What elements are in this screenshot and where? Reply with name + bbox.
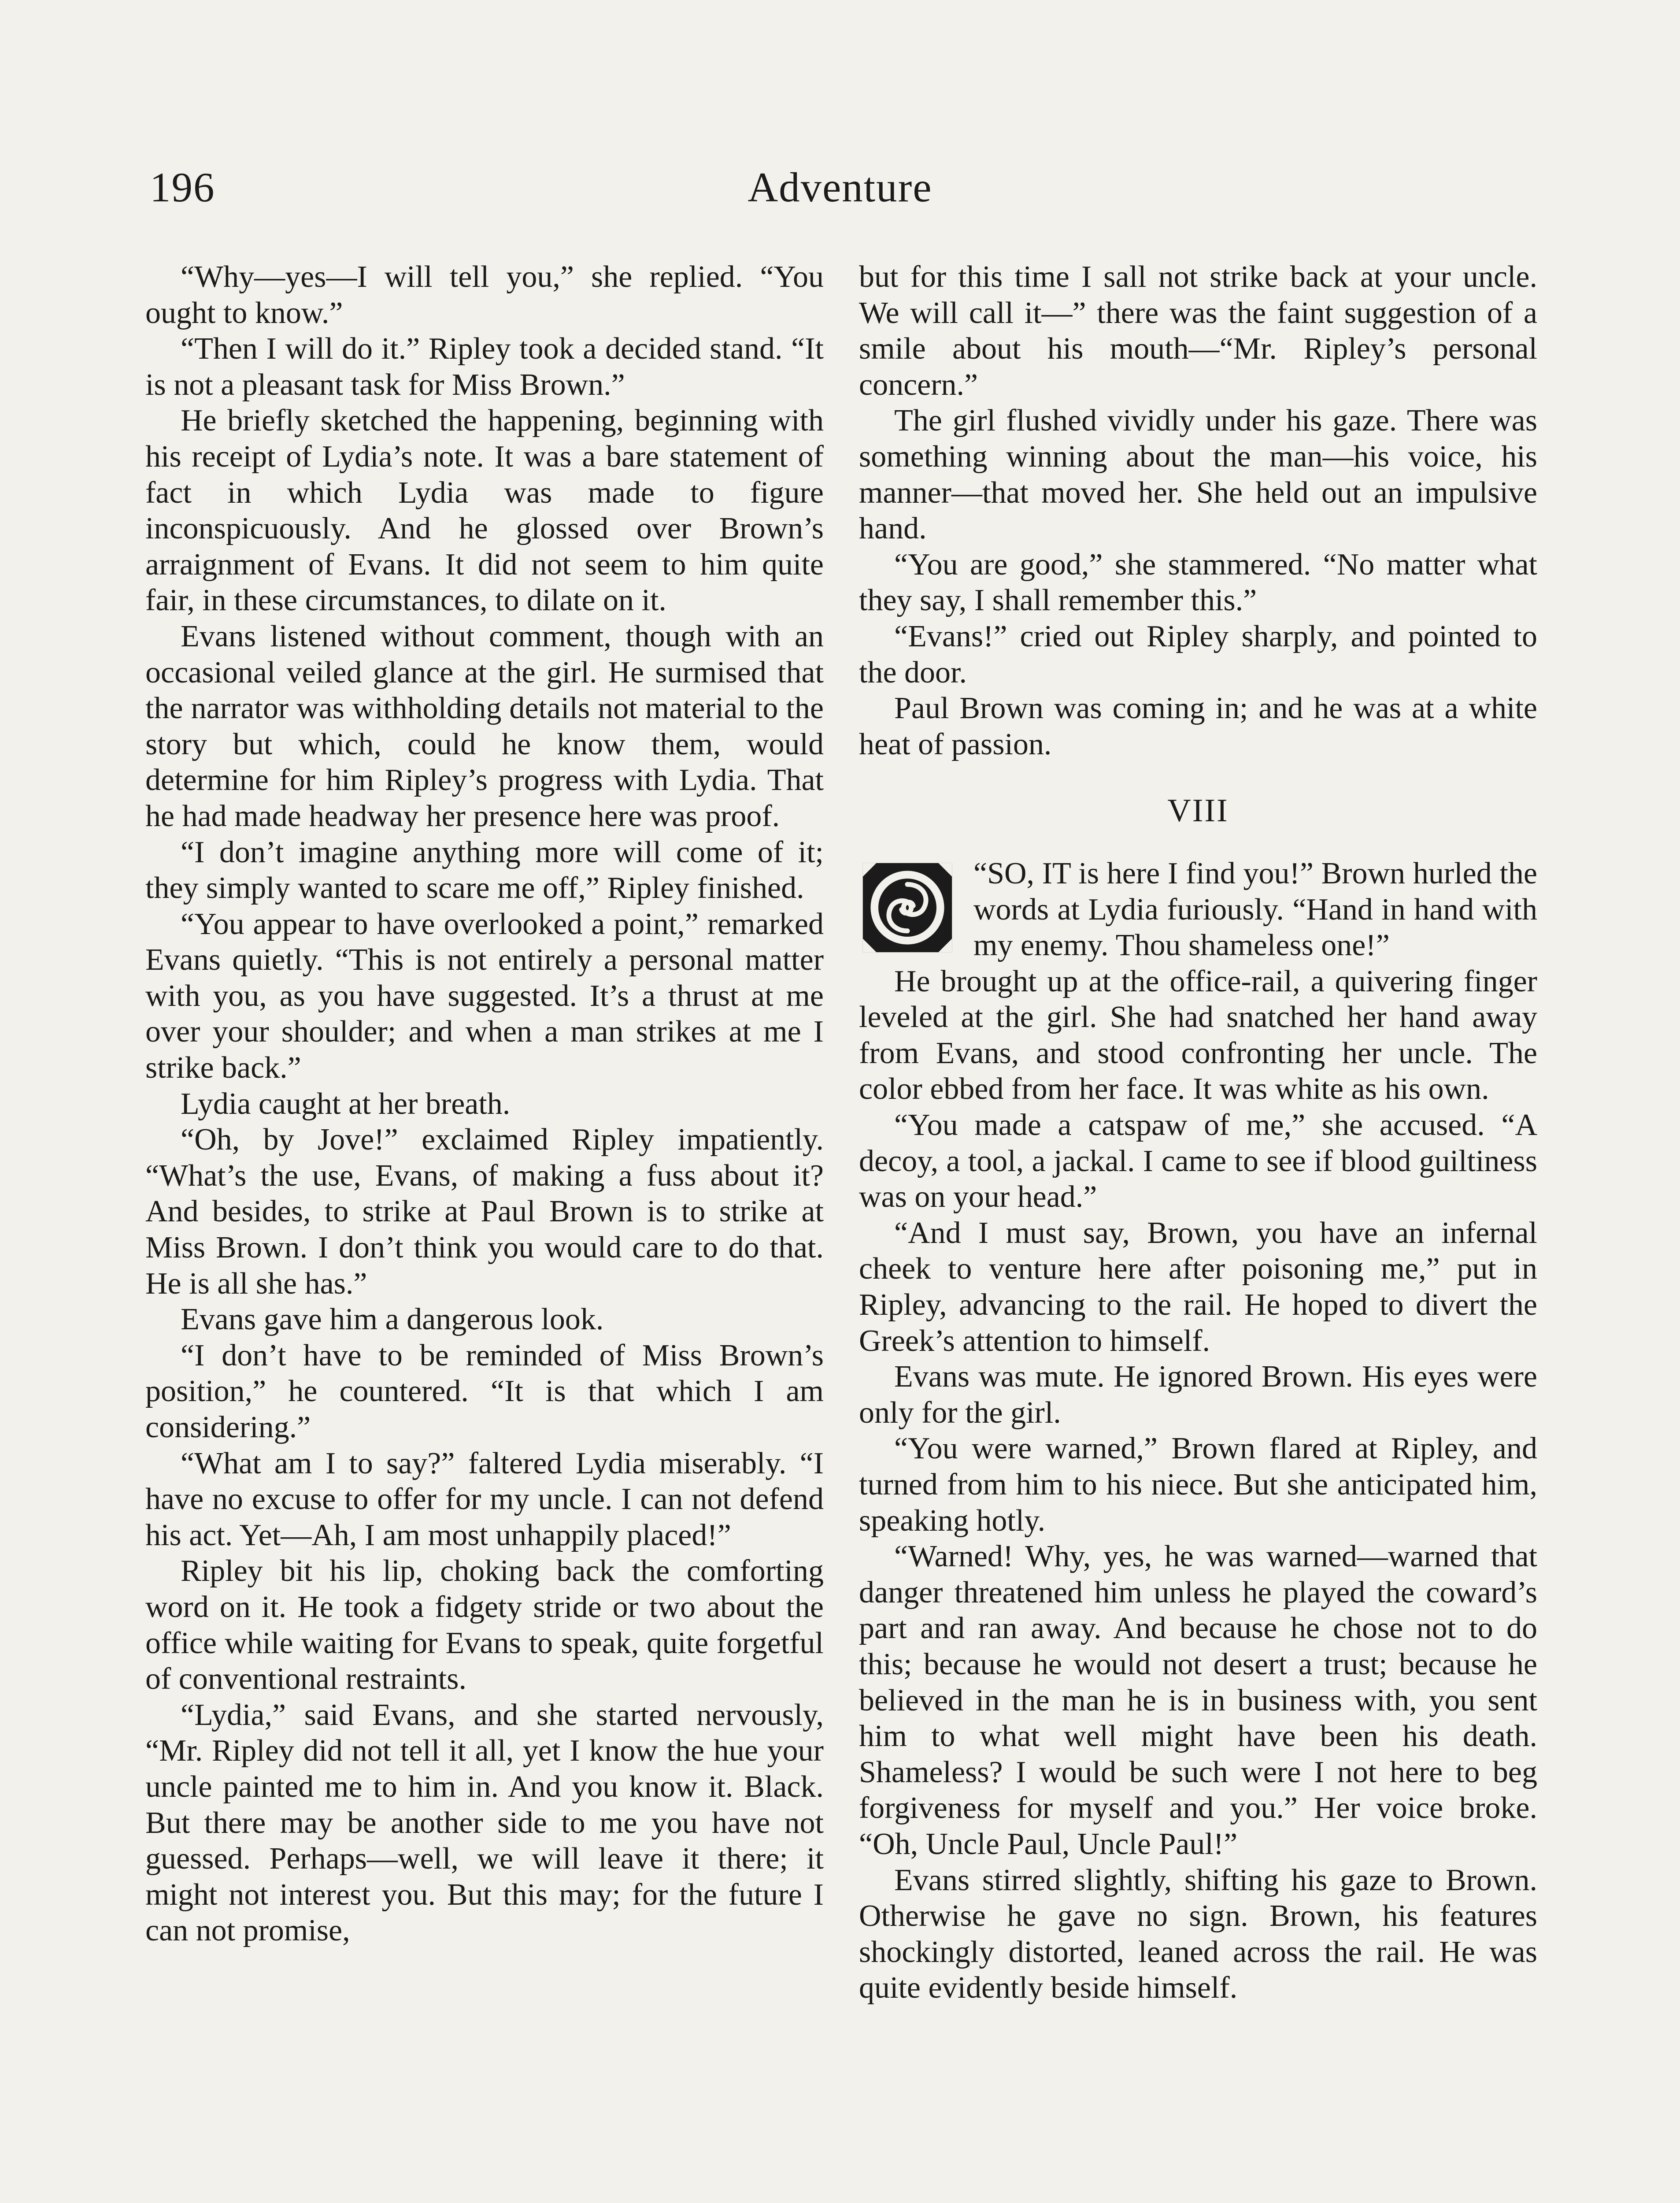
swirl-ornament-icon — [859, 859, 956, 956]
running-head: Adventure — [747, 164, 933, 211]
paragraph: Evans was mute. He ignored Brown. His eyes were only for the girl. — [859, 1360, 1537, 1430]
paragraph: He briefly sketched the happening, beginning with his receipt of Lydia’s note. It was a bare statement of fact in which Lydia was made to figure inconspicuously. And he glossed over Brown’s arraignment of Evans. It did not seem to him quite fair, in these circumstances, to dilate on it. — [145, 404, 824, 618]
paragraph: Evans gave him a dangerous look. — [181, 1302, 604, 1337]
paragraph: “And I must say, Brown, you have an infernal cheek to venture here after poisoning me,” put in Ripley, advancing to the rail. He hoped to divert the Greek’s attention to himself. — [859, 1216, 1537, 1358]
paragraph: Lydia caught at her breath. — [181, 1087, 511, 1121]
paragraph: but for this time I sall not strike back at your uncle. We will call it—” there was the faint suggestion of a smile about his mouth—“Mr. Ripley’s personal concern.” — [859, 260, 1537, 402]
right-column — [859, 259, 1537, 2006]
paragraph: “I don’t have to be reminded of Miss Brown’s position,” he countered. “It is that which I am considering.” — [145, 1338, 824, 1444]
paragraph: “Warned! Why, yes, he was warned—warned that danger threatened him unless he played the coward’s part and ran away. And because he chose not to do this; because he would not desert a trust; because he believed in the man he is in business with, you sent him to what well might have been his death. Shameless? I would be such were I not here to beg forgiveness for myself and you.” Her voice broke. “Oh, Uncle Paul, Uncle Paul!” — [859, 1539, 1537, 1861]
paragraph: “You made a catspaw of me,” she accused. “A decoy, a tool, a jackal. I came to see if blood guiltiness was on your head.” — [859, 1108, 1537, 1214]
paragraph: Evans listened without comment, though with an occasional veiled glance at the girl. He surmised that the narrator was withholding details not material to the story but which, could he know them, would determine for him Ripley’s progress with Lydia. That he had made headway her presence here was proof. — [145, 619, 824, 833]
paragraph: “Why—yes—I will tell you,” she replied. “You ought to know.” — [145, 260, 824, 330]
left-column — [145, 259, 824, 1949]
paragraph: “Then I will do it.” Ripley took a decided stand. “It is not a pleasant task for Miss Brown.” — [145, 332, 824, 402]
paragraph: Paul Brown was coming in; and he was at a white heat of passion. — [859, 691, 1537, 761]
page-number: 196 — [150, 164, 215, 211]
paragraph: “I don’t imagine anything more will come of it; they simply wanted to scare me off,” Ripley finished. — [145, 835, 824, 905]
paragraph: “SO, IT is here I find you!” Brown hurled the words at Lydia furiously. “Hand in hand with my enemy. Thou shameless one!” — [973, 856, 1537, 963]
paragraph: The girl flushed vividly under his gaze. There was something winning about the man—his voice, his manner—that moved her. She held out an impulsive hand. — [859, 404, 1537, 546]
paragraph: “Lydia,” said Evans, and she started nervously, “Mr. Ripley did not tell it all, yet I know the hue your uncle painted me to him in. And you know it. Black. But there may be another side to me you have not guessed. Perhaps—well, we will leave it there; it might not interest you. But this may; for the future I can not promise, — [145, 1698, 824, 1948]
paragraph: “You appear to have overlooked a point,” remarked Evans quietly. “This is not entirely a personal matter with you, as you have suggested. It’s a thrust at me over your shoulder; and when a man strikes at me I strike back.” — [145, 907, 824, 1085]
paragraph: He brought up at the office-rail, a quivering finger leveled at the girl. She had snatched her hand away from Evans, and stood confronting her uncle. The color ebbed from her face. It was white as his own. — [859, 964, 1537, 1106]
paragraph: “You were warned,” Brown flared at Ripley, and turned from him to his niece. But she anticipated him, speaking hotly. — [859, 1432, 1537, 1538]
paragraph: “You are good,” she stammered. “No matter what they say, I shall remember this.” — [859, 547, 1537, 618]
paragraph: Evans stirred slightly, shifting his gaze to Brown. Otherwise he gave no sign. Brown, his features shockingly distorted, leaned across the rail. He was quite evidently beside himself. — [859, 1863, 1537, 2005]
chapter-heading: VIII — [1167, 793, 1229, 829]
paragraph: “Oh, by Jove!” exclaimed Ripley impatiently. “What’s the use, Evans, of making a fuss about it? And besides, to strike at Paul Brown is to strike at Miss Brown. I don’t think you would care to do that. He is all she has.” — [145, 1123, 824, 1301]
paragraph: Ripley bit his lip, choking back the comforting word on it. He took a fidgety stride or two about the office while waiting for Evans to speak, quite forgetful of conventional restraints. — [145, 1554, 824, 1696]
paragraph: “What am I to say?” faltered Lydia miserably. “I have no excuse to offer for my uncle. I can not defend his act. Yet—Ah, I am most unhappily placed!” — [145, 1446, 824, 1552]
paragraph: “Evans!” cried out Ripley sharply, and pointed to the door. — [859, 619, 1537, 690]
